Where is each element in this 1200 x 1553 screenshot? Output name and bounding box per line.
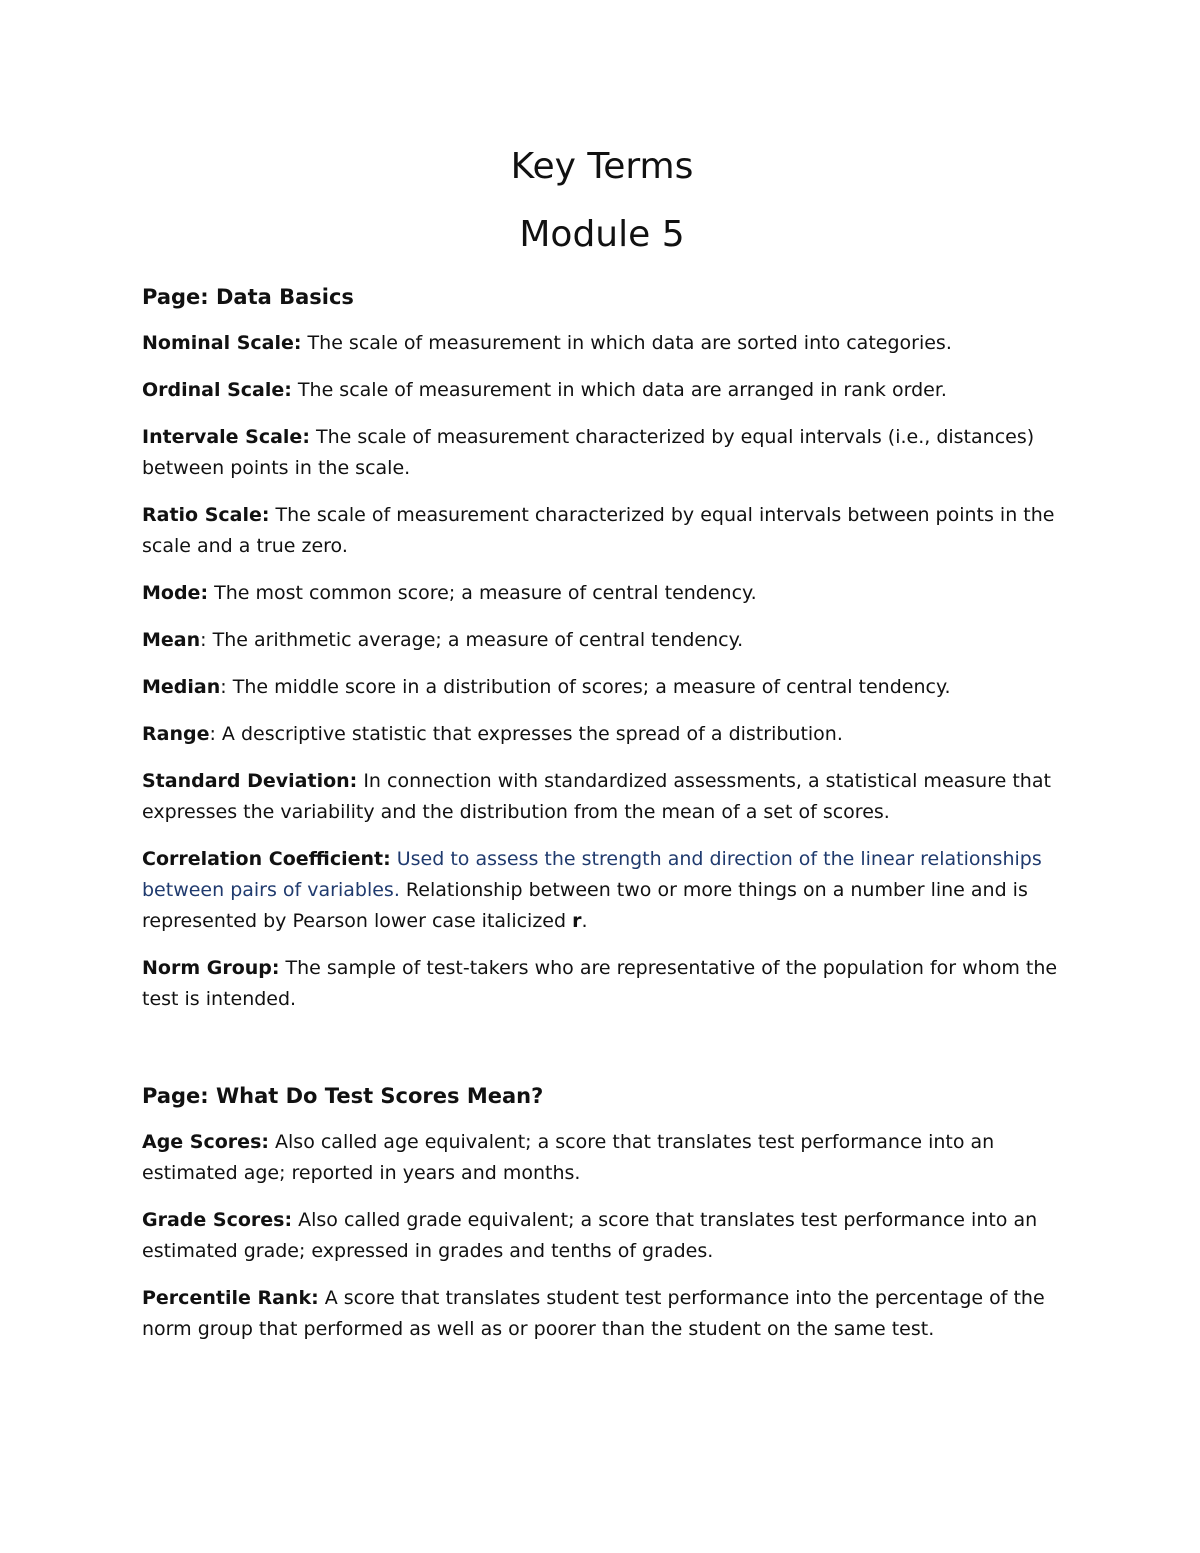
term-name: Correlation Coefficient: [142, 848, 391, 870]
term-definition-highlighted: Used to assess the strength and direction of the linear relationships between pairs of variables. [142, 848, 1042, 901]
term-name: Nominal Scale: [142, 332, 302, 354]
term-entry-ratio-scale [142, 500, 1062, 562]
term-name: Norm Group: [142, 957, 280, 979]
term-entry-norm-group [142, 953, 1062, 1015]
term-definition: The scale of measurement characterized by equal intervals (i.e., distances) between points in the scale. [142, 426, 1035, 479]
term-definition: In connection with standardized assessments, a statistical measure that expresses the variability and the distribution from the mean of a set of scores. [142, 770, 1051, 823]
term-definition: The sample of test-takers who are representative of the population for whom the test is intended. [142, 957, 1058, 1010]
term-definition: : The middle score in a distribution of scores; a measure of central tendency. [220, 676, 951, 698]
document-title: Key Terms [510, 146, 694, 187]
term-definition: The scale of measurement in which data are sorted into categories. [301, 332, 952, 354]
document-subtitle: Module 5 [519, 214, 685, 255]
term-entry-mean [142, 625, 1062, 656]
term-name: Ordinal Scale: [142, 379, 292, 401]
term-name: Ratio Scale: [142, 504, 270, 526]
pearson-r-symbol: r [572, 910, 582, 932]
term-name: Mode: [142, 582, 209, 604]
section-heading-data-basics: Page: Data Basics [142, 285, 354, 309]
term-entry-interval-scale [142, 422, 1062, 484]
term-name: Mean [142, 629, 201, 651]
document-body [142, 140, 1062, 1361]
term-name: Grade Scores: [142, 1209, 293, 1231]
term-entry-correlation-coefficient [142, 844, 1062, 937]
term-definition: : A descriptive statistic that expresses the spread of a distribution. [209, 723, 843, 745]
term-name: Standard Deviation: [142, 770, 358, 792]
term-entry-grade-scores [142, 1205, 1062, 1267]
term-definition: The scale of measurement in which data are arranged in rank order. [291, 379, 947, 401]
term-definition: Also called age equivalent; a score that translates test performance into an estimated age; reported in years and months. [142, 1131, 995, 1184]
term-entry-median [142, 672, 1062, 703]
term-definition: A score that translates student test performance into the percentage of the norm group that performed as well as or poorer than the student on the same test. [142, 1287, 1045, 1340]
term-entry-ordinal-scale [142, 375, 1062, 406]
section-heading-test-scores: Page: What Do Test Scores Mean? [142, 1084, 544, 1108]
term-definition-end: . [581, 910, 588, 932]
term-definition: The most common score; a measure of central tendency. [208, 582, 757, 604]
term-definition: Relationship between two or more things on a number line and is represented by Pearson lower case italicized [142, 879, 1028, 932]
term-name: Range [142, 723, 210, 745]
term-definition: Also called grade equivalent; a score that translates test performance into an estimated grade; expressed in grades and tenths of grades. [142, 1209, 1038, 1262]
term-entry-percentile-rank [142, 1283, 1062, 1345]
term-name: Intervale Scale: [142, 426, 310, 448]
term-name: Percentile Rank: [142, 1287, 319, 1309]
term-entry-standard-deviation [142, 766, 1062, 828]
term-definition: : The arithmetic average; a measure of central tendency. [200, 629, 744, 651]
term-entry-age-scores [142, 1127, 1062, 1189]
term-entry-nominal-scale [142, 328, 1062, 359]
term-definition: The scale of measurement characterized by equal intervals between points in the scale and a true zero. [142, 504, 1055, 557]
term-name: Age Scores: [142, 1131, 269, 1153]
term-name: Median [142, 676, 221, 698]
term-entry-range [142, 719, 1062, 750]
term-entry-mode [142, 578, 1062, 609]
